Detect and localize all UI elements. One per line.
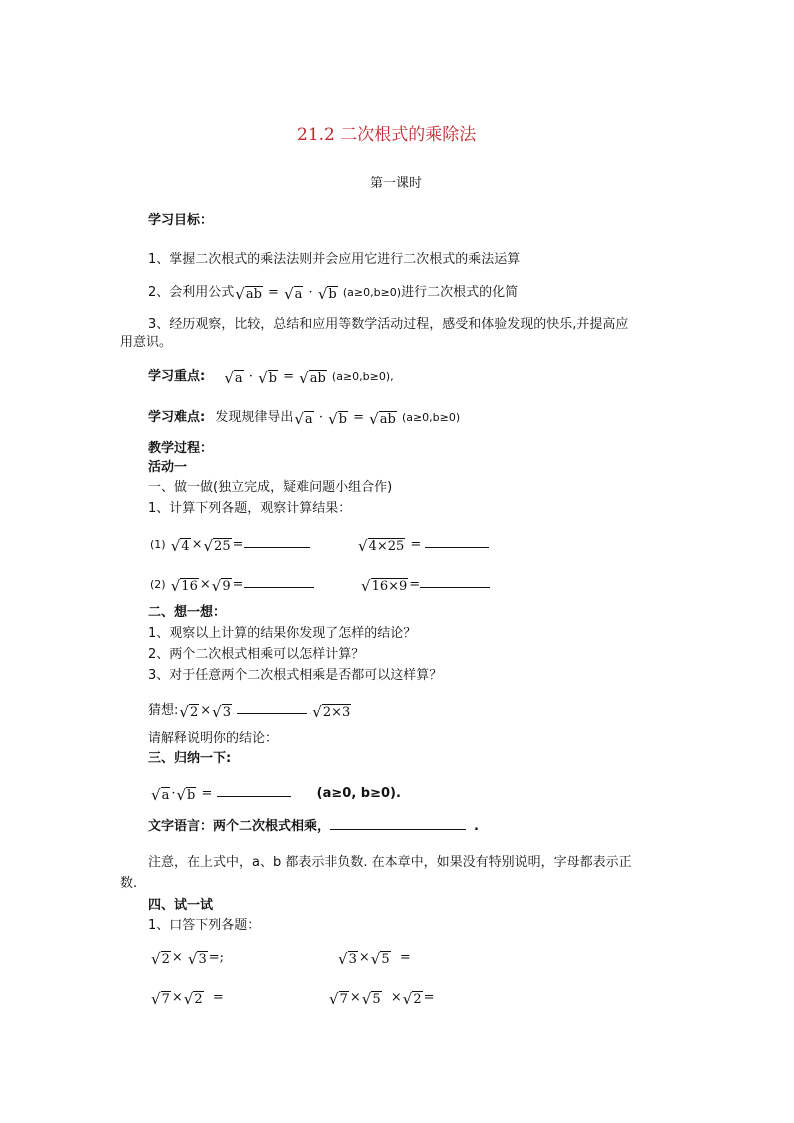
- goal-item-2-condition: (a≥0,b≥0): [342, 286, 402, 299]
- sqrt-16x9: √ 16×9: [361, 577, 408, 595]
- oral-exercise-1: √ 2 × √ 3 =;: [151, 950, 224, 968]
- answer-blank[interactable]: [217, 782, 291, 797]
- sqrt-ab: √ ab: [299, 369, 326, 387]
- activity-1-heading: 活动一: [148, 460, 188, 475]
- sqrt-b: √ b: [176, 786, 196, 804]
- exercise-2-right: √ 16×9 =: [360, 573, 490, 594]
- sqrt-2: √ 2: [179, 703, 199, 721]
- think-question-2: 2、两个二次根式相乘可以怎样计算？: [148, 647, 365, 662]
- summary-condition: (a≥0, b≥0).: [316, 786, 401, 801]
- sqrt-4x25: √ 4×25: [358, 537, 405, 555]
- part-1-heading: 一、做一做(独立完成，疑难问题小组合作): [148, 480, 393, 495]
- sqrt-2: √ 2: [183, 990, 203, 1008]
- sqrt-a: √ a: [151, 786, 170, 804]
- sqrt-2: √ 2: [402, 990, 422, 1008]
- sqrt-a: √ a: [284, 285, 303, 303]
- goal-item-1: 1、掌握二次根式的乘法法则并会应用它进行二次根式的乘法运算: [148, 252, 521, 267]
- sqrt-3: √ 3: [187, 950, 207, 968]
- exercise-2-number: (2): [150, 578, 166, 591]
- think-heading: 二、想一想：: [148, 605, 227, 620]
- exercise-1-right: √ 4×25 =: [357, 533, 489, 554]
- answer-blank[interactable]: [330, 815, 466, 830]
- sqrt-2x3: √ 2×3: [312, 703, 351, 721]
- sqrt-5: √ 5: [361, 990, 381, 1008]
- guess-label: 猜想:: [148, 703, 179, 718]
- goals-heading: 学习目标：: [148, 213, 214, 228]
- goal-item-3-line1: 3、经历观察，比较，总结和应用等数学活动过程，感受和体验发现的快乐,并提高应: [148, 317, 629, 332]
- exercise-1-left: (1) √ 4 × √ 25 =: [150, 533, 310, 554]
- exercise-2-left: (2) √ 16 × √ 9 =: [150, 573, 314, 594]
- text-language-label: 文字语言：两个二次根式相乘，: [148, 819, 331, 834]
- sqrt-b: √ b: [258, 369, 277, 387]
- difficulty-label: 学习难点:: [148, 410, 206, 425]
- oral-exercise-4: √ 7 × √ 5 × √ 2 =: [329, 990, 435, 1008]
- lesson-subtitle: 第一课时: [370, 176, 423, 191]
- goal-item-2: 2、会利用公式 √ ab = √ a · √ b (a≥0,b≥0)进行二次根式的化简: [148, 285, 519, 303]
- sqrt-b: √ b: [317, 285, 337, 303]
- process-heading: 教学过程：: [148, 441, 214, 456]
- exercise-1-number: (1): [150, 538, 166, 551]
- text-language-end: .: [474, 819, 479, 834]
- sqrt-b: √ b: [328, 410, 347, 428]
- focus-line: 学习重点: √ a · √ b = √ ab (a≥0,b≥0),: [148, 369, 394, 387]
- sqrt-7: √ 7: [329, 990, 348, 1008]
- summary-formula: √ a · √ b = (a≥0, b≥0).: [150, 782, 401, 803]
- answer-blank[interactable]: [425, 533, 489, 548]
- answer-blank[interactable]: [244, 533, 310, 548]
- focus-condition: (a≥0,b≥0),: [331, 370, 394, 383]
- oral-exercise-2: √ 3 × √ 5 =: [338, 950, 411, 968]
- try-heading: 四、试一试: [148, 898, 214, 913]
- sqrt-4: √ 4: [170, 537, 190, 555]
- answer-blank[interactable]: [244, 573, 314, 588]
- page-title: 21.2 二次根式的乘除法: [297, 125, 477, 145]
- sqrt-ab: √ ab: [235, 285, 262, 303]
- answer-blank[interactable]: [420, 573, 490, 588]
- oral-exercise-3: √ 7 × √ 2 =: [151, 990, 224, 1008]
- sqrt-a: √ a: [294, 410, 313, 428]
- try-question-1: 1、口答下列各题：: [148, 918, 261, 933]
- sqrt-ab: √ ab: [369, 410, 396, 428]
- difficulty-text: 发现规律导出: [215, 410, 294, 425]
- guess-line: 猜想: √ 2 × √ 3 √ 2×3: [148, 699, 352, 720]
- difficulty-condition: (a≥0,b≥0): [401, 411, 461, 424]
- goal-item-3-line2: 用意识。: [120, 335, 173, 350]
- sqrt-9: √ 9: [211, 577, 231, 595]
- goal-item-2-suffix: 进行二次根式的化简: [401, 285, 519, 300]
- sqrt-5: √ 5: [370, 950, 390, 968]
- summary-heading: 三、归纳一下:: [148, 751, 232, 766]
- note-line-2: 数.: [120, 876, 138, 891]
- goal-item-2-prefix: 2、会利用公式: [148, 285, 235, 300]
- text-language-line: [148, 815, 479, 836]
- sqrt-3: √ 3: [212, 703, 231, 721]
- sqrt-3: √ 3: [338, 950, 357, 968]
- explain-prompt: 请解释说明你的结论：: [148, 731, 279, 746]
- note-line-1: 注意，在上式中，a、b 都表示非负数. 在本章中，如果没有特别说明，字母都表示正: [148, 855, 632, 870]
- sqrt-7: √ 7: [151, 990, 170, 1008]
- sqrt-2: √ 2: [151, 950, 170, 968]
- think-question-3: 3、对于任意两个二次根式相乘是否都可以这样算？: [148, 668, 443, 683]
- answer-blank[interactable]: [237, 699, 307, 714]
- sqrt-25: √ 25: [203, 537, 231, 555]
- sqrt-a: √ a: [224, 369, 243, 387]
- sqrt-16: √ 16: [170, 577, 198, 595]
- think-question-1: 1、观察以上计算的结果你发现了怎样的结论？: [148, 626, 417, 641]
- difficulty-line: 学习难点: 发现规律导出 √ a · √ b = √ ab (a≥0,b≥0): [148, 410, 461, 428]
- question-1: 1、计算下列各题，观察计算结果：: [148, 501, 352, 516]
- focus-label: 学习重点:: [148, 369, 206, 384]
